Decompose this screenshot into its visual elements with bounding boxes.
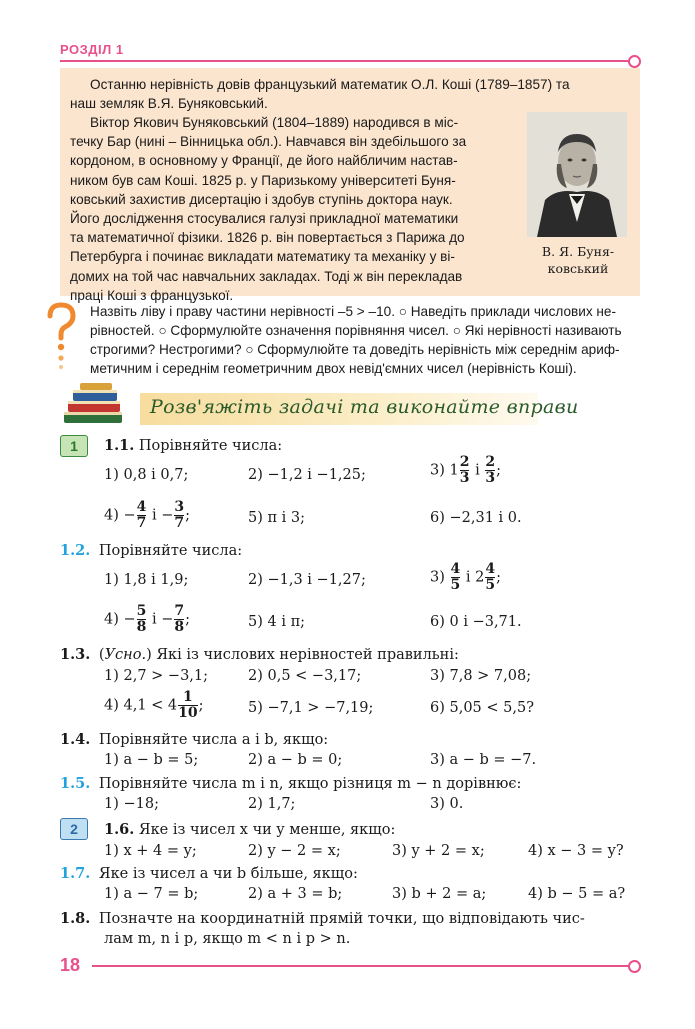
exercise-item: 3) y + 2 = x; — [392, 843, 485, 859]
exercise-item: 6) −2,31 і 0. — [430, 510, 522, 526]
exercise-1-8 — [60, 910, 585, 927]
bio-intro — [70, 75, 630, 113]
item-mid: і — [470, 462, 485, 479]
exercise-item: 2) −1,3 і −1,27; — [248, 572, 366, 588]
exercise-item: 6) 0 і −3,71. — [430, 614, 522, 630]
exercise-item — [104, 604, 190, 635]
fraction-num: 3 — [174, 499, 185, 515]
fraction-den: 3 — [485, 470, 496, 486]
bio-line: та математичної фізики. 1826 р. він повертається з Парижа до — [70, 230, 465, 246]
item-prefix: 4) − — [104, 611, 136, 628]
portrait-drawing — [527, 112, 627, 237]
exercise-number: 1.3. — [60, 646, 91, 663]
fraction-num: 5 — [136, 603, 147, 619]
exercise-1-1 — [104, 437, 282, 454]
exercise-item: 5) π і 3; — [248, 510, 305, 526]
exercise-number: 1.5. — [60, 775, 91, 792]
fraction-den: 8 — [174, 619, 185, 635]
bio-line: Його дослідження стосувалися галузі прикладної математики — [70, 211, 459, 227]
exercise-item: 1) a − b = 5; — [104, 752, 199, 768]
exercise-item: 3) 7,8 > 7,08; — [430, 668, 532, 684]
item-mid: і 2 — [461, 569, 485, 586]
item-prefix: 3) 1 — [430, 462, 459, 479]
fraction-den: 8 — [136, 619, 147, 635]
bio-line: кордоном, в основному у Франції, де його найбличим настав- — [70, 153, 458, 169]
caption-line: ковський — [547, 261, 609, 276]
exercise-item: 3) b + 2 = a; — [392, 886, 487, 902]
item-end: ; — [496, 569, 501, 586]
text-italic: Усно. — [104, 647, 147, 663]
exercise-number: 1.1. — [104, 437, 135, 454]
section-label: РОЗДІЛ 1 — [60, 42, 124, 57]
exercise-item: 3) a − b = −7. — [430, 752, 537, 768]
exercise-text: Яке із чисел x чи y менше, якщо: — [138, 822, 396, 838]
exercise-1-7 — [60, 865, 358, 882]
exercise-item: 1) 0,8 і 0,7; — [104, 467, 189, 483]
bio-line: Петербурга і починає викладати математику та механіку у ві- — [70, 249, 455, 265]
exercise-text: Порівняйте числа m і n, якщо різниця m − n дорівнює: — [98, 776, 522, 792]
bio-line: праці Коші з французької. — [70, 287, 234, 303]
fraction-num: 4 — [136, 499, 147, 515]
fraction-den: 5 — [450, 577, 461, 593]
portrait-caption — [520, 243, 636, 277]
fraction-num: 4 — [450, 561, 461, 577]
fraction — [174, 500, 184, 531]
fraction — [174, 604, 184, 635]
exercise-item: 6) 5,05 < 5,5? — [430, 700, 534, 716]
fraction — [451, 562, 461, 593]
item-mid: і − — [147, 507, 174, 524]
footer-rule — [92, 965, 630, 967]
bio-line: течку Бар (нині – Вінницька обл.). Навчався він здебільшого за — [70, 134, 467, 150]
question-line: строгими? Нестрогими? ○ Сформулюйте та доведіть нерівність між середнім ариф- — [90, 342, 620, 357]
footer-rule-end-icon — [628, 960, 641, 973]
bio-line: Віктор Якович Буняковський (1804–1889) народився в міс- — [90, 115, 459, 130]
exercise-item: 4) x − 3 = y? — [528, 843, 624, 859]
page-number: 18 — [60, 955, 81, 975]
question-line: рівностей. ○ Сформулюйте означення порівняння чисел. ○ Які нерівності називають — [90, 323, 622, 338]
item-prefix: 4) 4,1 < 4 — [104, 697, 178, 714]
fraction — [485, 455, 495, 486]
exercise-text-line: лам m, n і p, якщо m < n і p > n. — [104, 931, 351, 947]
text-part: ( — [98, 647, 105, 663]
bio-line: ником був сам Коші. 1825 р. у Паризькому університеті Буня- — [70, 172, 456, 188]
fraction-den: 5 — [485, 577, 496, 593]
books-icon — [60, 382, 130, 426]
exercise-number: 1.2. — [60, 542, 91, 559]
exercise-item: 2) a + 3 = b; — [248, 886, 343, 902]
bio-body — [70, 113, 518, 305]
level-2-badge: 2 — [60, 818, 88, 840]
fraction — [460, 455, 470, 486]
exercise-text: Порівняйте числа: — [98, 543, 243, 559]
exercise-item — [104, 500, 190, 531]
item-end: ; — [496, 462, 501, 479]
exercise-number: 1.4. — [60, 731, 91, 748]
bio-intro-line-2: наш земляк В.Я. Буняковський. — [70, 96, 268, 112]
item-prefix: 4) − — [104, 507, 136, 524]
exercise-text — [99, 647, 459, 663]
exercise-item: 1) x + 4 = y; — [104, 843, 197, 859]
portrait-image — [527, 112, 627, 237]
fraction-num: 1 — [183, 689, 193, 705]
fraction-den: 3 — [459, 470, 470, 486]
exercise-text: Порівняйте числа: — [138, 438, 283, 454]
review-questions — [90, 302, 622, 378]
exercise-item: 1) 2,7 > −3,1; — [104, 668, 209, 684]
item-prefix: 3) — [430, 569, 450, 586]
fraction-num: 4 — [485, 561, 496, 577]
item-end: ; — [198, 697, 204, 714]
fraction-den: 10 — [178, 705, 198, 721]
level-1-badge: 1 — [60, 435, 88, 457]
exercises-banner-title: Розв'яжіть задачі та виконайте вправи — [150, 396, 579, 418]
exercise-item: 5) −7,1 > −7,19; — [248, 700, 374, 716]
bio-intro-line-1: Останню нерівність довів французький математик О.Л. Коші (1789–1857) та — [90, 77, 570, 92]
exercise-text: Яке із чисел a чи b більше, якщо: — [98, 866, 358, 882]
exercise-item — [430, 562, 501, 593]
item-end: ; — [185, 507, 191, 524]
exercise-item: 2) y − 2 = x; — [248, 843, 341, 859]
fraction — [137, 500, 147, 531]
fraction — [178, 690, 197, 721]
exercise-item: 2) a − b = 0; — [248, 752, 343, 768]
exercise-item: 1) −18; — [104, 796, 159, 812]
exercise-number: 1.7. — [60, 865, 91, 882]
exercise-item: 2) 0,5 < −3,17; — [248, 668, 362, 684]
question-line: метичним і середнім геометричним двох невід'ємних чисел (нерівність Коші). — [90, 361, 577, 376]
exercise-number: 1.8. — [60, 910, 91, 927]
bio-line: домих на той час навчальних закладах. Тоді ж він перекладав — [70, 268, 463, 284]
header-rule — [60, 60, 630, 62]
exercise-text-line: Позначте на координатній прямій точки, що відповідають чис- — [98, 911, 585, 927]
exercise-item: 1) a − 7 = b; — [104, 886, 199, 902]
fraction-den: 7 — [136, 515, 147, 531]
exercise-item — [104, 690, 204, 721]
exercise-1-2 — [60, 542, 242, 559]
exercise-1-4 — [60, 731, 328, 748]
exercise-number: 1.6. — [104, 821, 135, 838]
exercise-1-3 — [60, 646, 459, 663]
fraction-num: 2 — [485, 454, 496, 470]
exercise-item: 1) 1,8 і 1,9; — [104, 572, 189, 588]
caption-line: В. Я. Буня- — [541, 244, 615, 259]
exercise-item — [430, 455, 501, 486]
exercise-item: 2) 1,7; — [248, 796, 296, 812]
question-line: Назвіть ліву і праву частини нерівності –5 > –10. ○ Наведіть приклади числових не- — [90, 304, 616, 319]
exercise-1-6 — [104, 821, 395, 838]
fraction — [485, 562, 495, 593]
item-mid: і − — [147, 611, 174, 628]
header-rule-end-icon — [628, 55, 641, 68]
exercise-text: Порівняйте числа a і b, якщо: — [98, 732, 329, 748]
exercise-item: 2) −1,2 і −1,25; — [248, 467, 366, 483]
exercise-item: 3) 0. — [430, 796, 464, 812]
fraction-num: 7 — [174, 603, 185, 619]
text-part: ) Які із числових нерівностей правильні: — [146, 647, 459, 663]
bio-line: ковський захистив дисертацію і здобув ступінь доктора наук. — [70, 191, 453, 207]
exercise-1-5 — [60, 775, 521, 792]
exercise-item: 4) b − 5 = a? — [528, 886, 626, 902]
fraction — [137, 604, 147, 635]
fraction-den: 7 — [174, 515, 185, 531]
exercise-item: 5) 4 і π; — [248, 614, 305, 630]
item-end: ; — [185, 611, 191, 628]
fraction-num: 2 — [459, 454, 470, 470]
question-mark-icon — [44, 302, 78, 374]
